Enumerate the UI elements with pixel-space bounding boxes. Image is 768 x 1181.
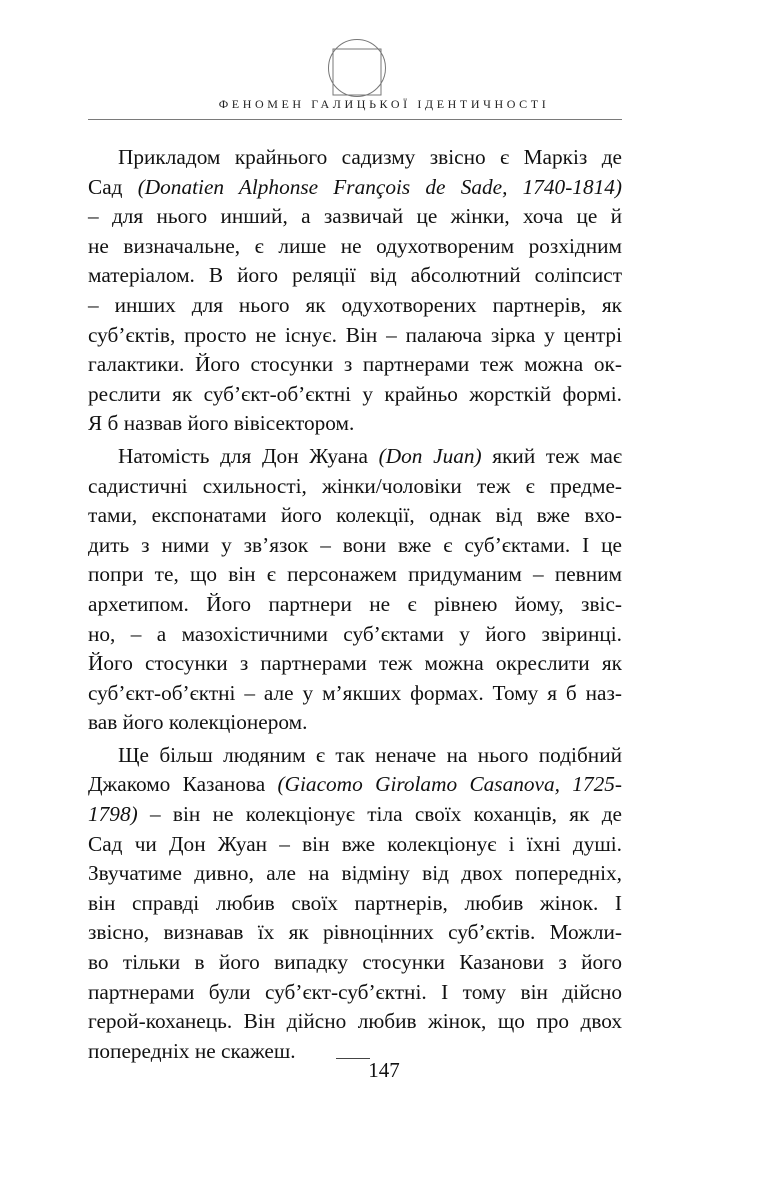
paragraph [88, 741, 622, 1067]
text-line [88, 232, 622, 262]
text-line [88, 291, 622, 321]
text-run: Джакомо Казанова [88, 772, 278, 797]
text-run: попередніх не скажеш. [88, 1038, 296, 1063]
text-line [88, 261, 622, 291]
text-line [88, 560, 622, 590]
text-run: архетипом. Його партнери не є рівнею йому, звіс- [88, 591, 622, 616]
text-run: садистичні схильності, жінки/чоловіки теж є предме- [88, 473, 622, 498]
text-line [88, 409, 622, 439]
text-line [88, 918, 622, 948]
text-run: Прикладом крайнього садизму звісно є Маркіз де [118, 145, 622, 169]
italic-reference: (Don Juan) [378, 443, 482, 468]
text-run: Сад [88, 174, 138, 199]
text-line [88, 620, 622, 650]
book-series-emblem-icon [327, 38, 387, 98]
text-run: не визначальне, є лише не одухотвореним розхідним [88, 233, 622, 258]
text-run: Я б назвав його вівісектором. [88, 411, 355, 436]
text-run: галактики. Його стосунки з партнерами теж можна ок- [88, 352, 622, 377]
text-run: – він не колекціонує тіла своїх коханців, як де [137, 802, 622, 827]
running-head-title: ФЕНОМЕН ГАЛИЦЬКОЇ ІДЕНТИЧНОСТІ [218, 97, 550, 111]
text-line [88, 649, 622, 679]
text-line [88, 321, 622, 351]
text-run: звісно, визнавав їх як рівноцінних суб’єктів. Можли- [88, 920, 622, 945]
text-run: Натомість для Дон Жуана [118, 443, 379, 468]
text-line [88, 830, 622, 860]
text-run: суб’єкт-об’єктні – але у м’якших формах. Тому я б наз- [88, 680, 622, 705]
text-run: Ще більш людяним є так неначе на нього подібний [118, 742, 622, 767]
body-text [88, 143, 622, 1069]
text-line [88, 173, 622, 203]
text-line [88, 770, 622, 800]
text-line [88, 531, 622, 561]
text-run: тами, експонатами його колекції, однак від вже вхо- [88, 503, 622, 528]
text-run: він справді любив своїх партнерів, любив жінок. І [88, 890, 622, 915]
text-run: вав його колекціонером. [88, 710, 308, 735]
text-run: герой-коханець. Він дійсно любив жінок, що про двох [88, 1009, 622, 1034]
text-line [88, 501, 622, 531]
text-line [88, 859, 622, 889]
text-run: попри те, що він є персонажем придуманим – певним [88, 562, 622, 587]
text-line [88, 380, 622, 410]
text-line [88, 948, 622, 978]
text-run: реслити як суб’єкт-об’єктні у крайньо жорсткій формі. [88, 381, 622, 406]
text-line [88, 590, 622, 620]
text-line [88, 800, 622, 830]
text-run: суб’єктів, просто не існує. Він – палаюча зірка у центрі [88, 322, 622, 347]
text-line [88, 978, 622, 1008]
text-line [88, 350, 622, 380]
paragraph [88, 442, 622, 738]
text-line [88, 472, 622, 502]
text-run: – инших для нього як одухотворених партнерів, як [88, 292, 622, 317]
italic-reference: (Donatien Alphonse François de Sade, 1740-1814) [137, 174, 622, 199]
header-divider [88, 119, 622, 120]
text-run: – для нього инший, а зазвичай це жінки, хоча це й [88, 204, 622, 229]
text-line [88, 1007, 622, 1037]
text-line [88, 442, 622, 472]
text-run: Сад чи Дон Жуан – він вже колекціонує і їхні душі. [88, 831, 622, 856]
text-line [88, 889, 622, 919]
text-run: Звучатиме дивно, але на відміну від двох попередніх, [88, 861, 622, 886]
page-number: 147 [368, 1058, 400, 1082]
text-run: матеріалом. В його реляції від абсолютний соліпсист [88, 263, 622, 288]
text-run: партнерами були суб’єкт-суб’єктні. І тому він дійсно [88, 979, 622, 1004]
text-run: дить з ними у зв’язок – вони вже є суб’єктами. І це [88, 532, 622, 557]
text-line [88, 202, 622, 232]
text-line [88, 143, 622, 173]
italic-reference: 1798) [88, 802, 138, 827]
text-line [88, 741, 622, 771]
paragraph [88, 143, 622, 439]
text-line [88, 679, 622, 709]
text-run: який теж має [481, 443, 622, 468]
text-run: во тільки в його випадку стосунки Казанови з його [88, 950, 622, 975]
text-line [88, 708, 622, 738]
italic-reference: (Giacomo Girolamo Casanova, 1725- [277, 772, 622, 797]
text-run: но, – а мазохістичними суб’єктами у його звіринці. [88, 621, 622, 646]
text-run: Його стосунки з партнерами теж можна окреслити як [88, 651, 622, 676]
